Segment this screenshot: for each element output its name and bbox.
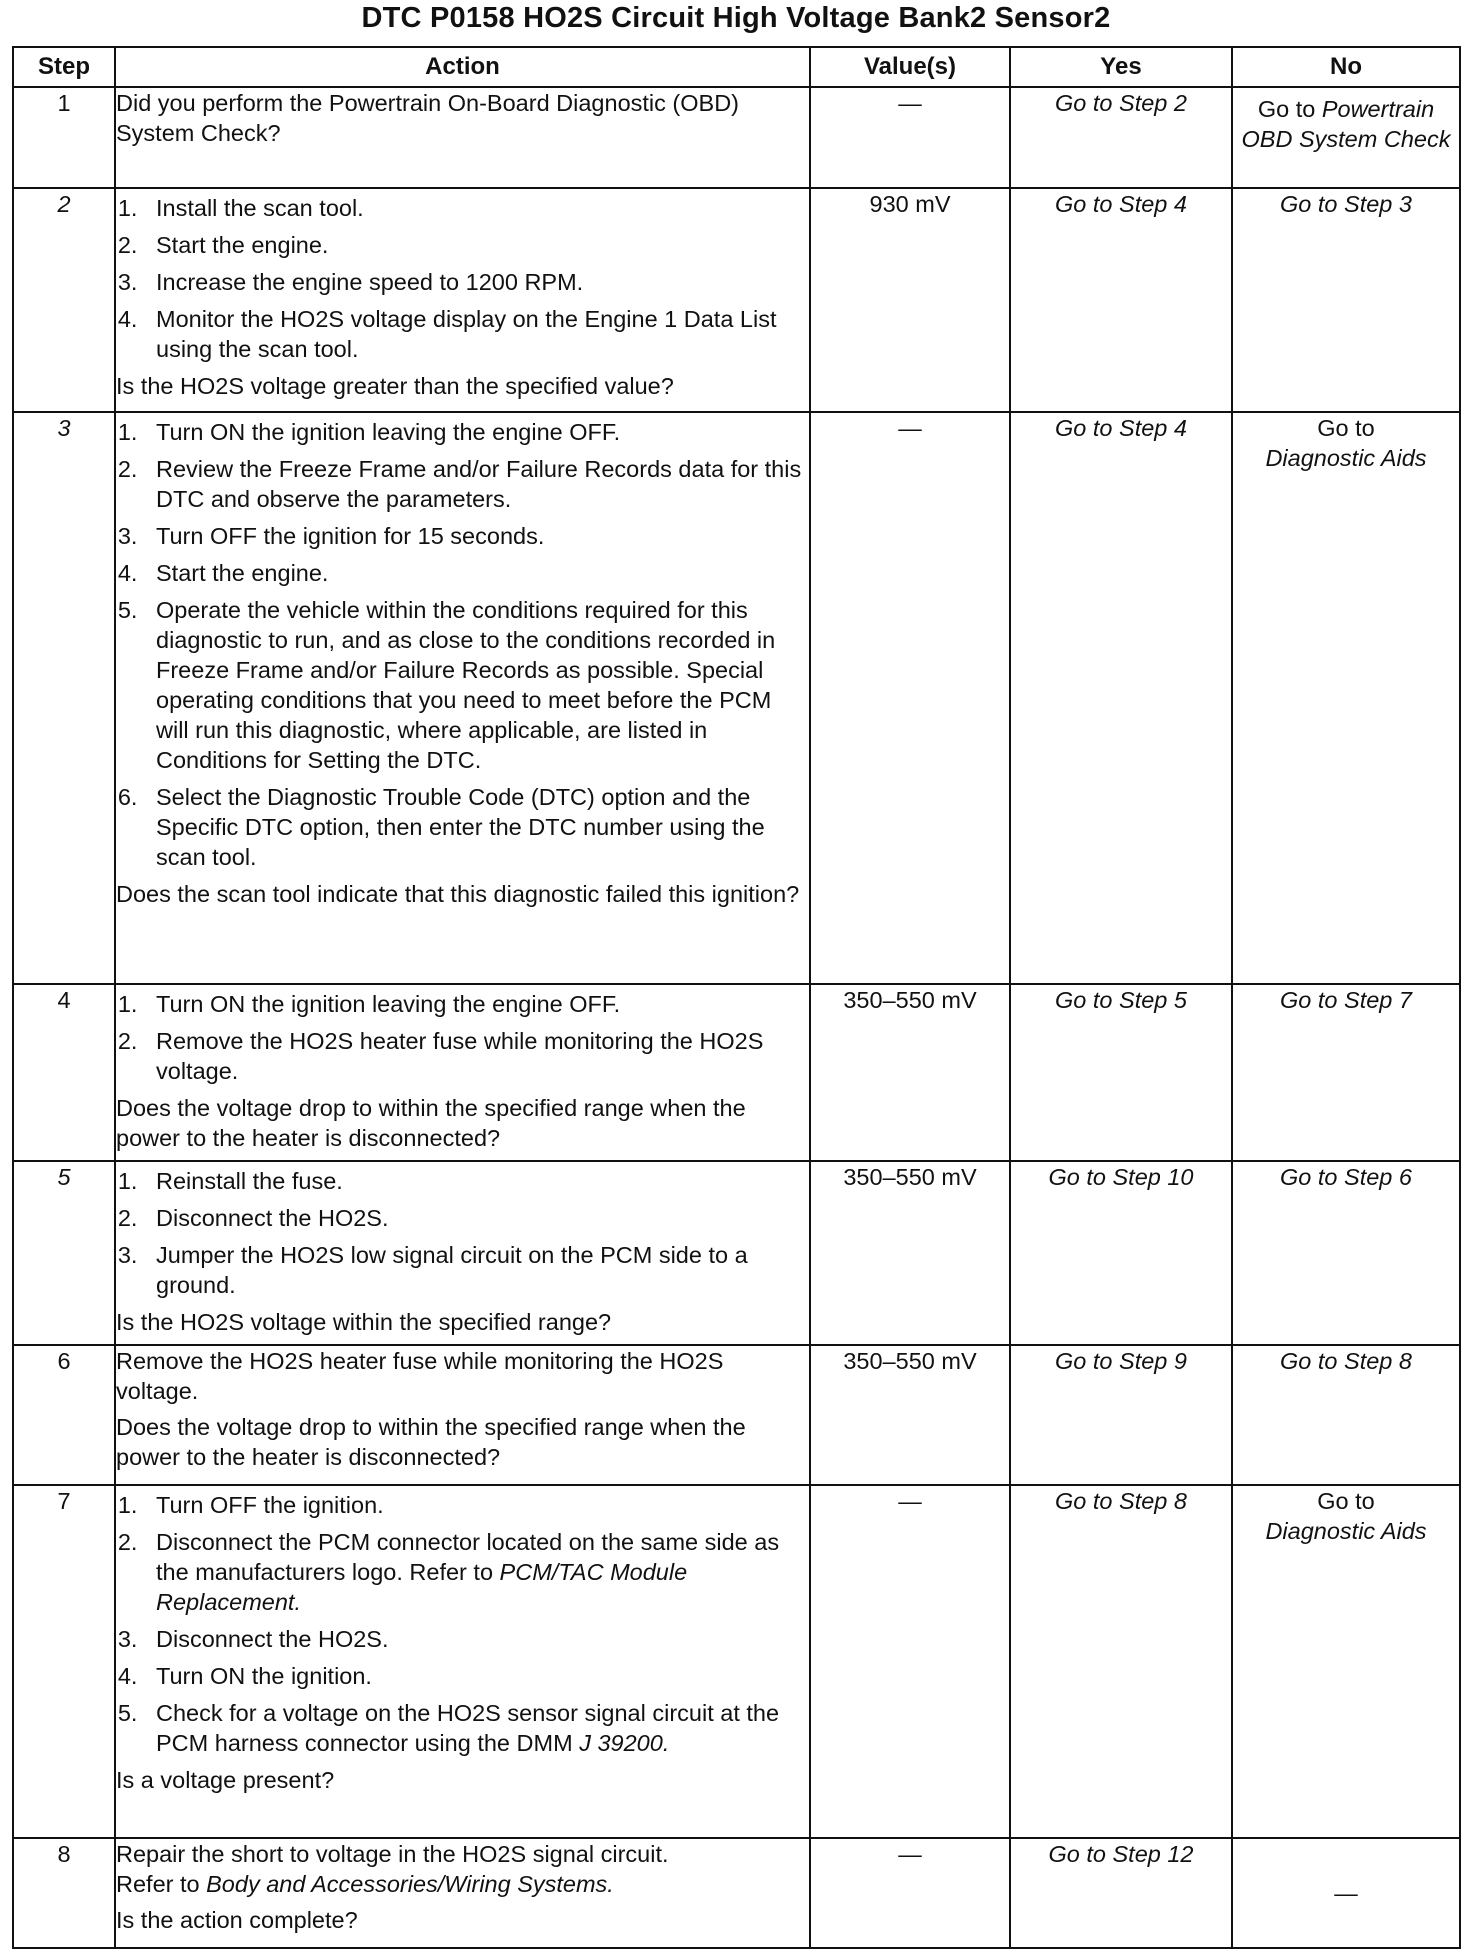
no-text: Go to xyxy=(1257,96,1316,122)
no-cell: — xyxy=(1232,1838,1460,1948)
action-step xyxy=(144,1698,809,1758)
table-row xyxy=(13,188,1460,412)
no-reference: Diagnostic Aids xyxy=(1265,445,1427,471)
action-step: 2. Remove the HO2S heater fuse while monitoring the HO2S voltage. xyxy=(144,1026,809,1086)
action-step: 3. Increase the engine speed to 1200 RPM. xyxy=(144,267,809,297)
action-cell xyxy=(115,984,810,1161)
no-cell: Go to Step 6 xyxy=(1232,1161,1460,1345)
action-step: 6. Select the Diagnostic Trouble Code (DTC) option and the Specific DTC option, then enter the DTC number using the scan tool. xyxy=(144,782,809,872)
page-title: DTC P0158 HO2S Circuit High Voltage Bank2 Sensor2 xyxy=(361,2,1111,34)
action-step: 3. Disconnect the HO2S. xyxy=(144,1624,809,1654)
no-cell xyxy=(1232,87,1460,188)
value-cell: 930 mV xyxy=(810,188,1010,412)
action-step: 2. Start the engine. xyxy=(144,230,809,260)
refer-text: Refer to xyxy=(116,1871,200,1897)
action-step-reference: J 39200. xyxy=(579,1730,670,1756)
no-text: Go to xyxy=(1317,415,1375,441)
table-row xyxy=(13,1161,1460,1345)
value-cell: — xyxy=(810,1485,1010,1838)
table-row xyxy=(13,87,1460,188)
value-cell: — xyxy=(810,87,1010,188)
table-row xyxy=(13,984,1460,1161)
action-cell xyxy=(115,1161,810,1345)
action-question: Does the scan tool indicate that this diagnostic failed this ignition? xyxy=(116,881,800,907)
action-steps xyxy=(116,1490,809,1758)
no-cell: Go to Step 3 xyxy=(1232,188,1460,412)
step-number: 3 xyxy=(13,412,115,984)
action-step: 2. Review the Freeze Frame and/or Failure Records data for this DTC and observe the parameters. xyxy=(144,454,809,514)
action-steps xyxy=(116,193,809,364)
action-question: Does the voltage drop to within the specified range when the power to the heater is disconnected? xyxy=(116,1095,746,1151)
action-step: 1. Turn OFF the ignition. xyxy=(144,1490,809,1520)
action-steps xyxy=(116,417,809,872)
action-cell xyxy=(115,1838,810,1948)
action-steps xyxy=(116,989,809,1086)
value-cell: — xyxy=(810,1838,1010,1948)
header-yes: Yes xyxy=(1010,47,1232,87)
action-question: Is a voltage present? xyxy=(116,1767,335,1793)
action-cell xyxy=(115,1345,810,1485)
action-step: 1. Turn ON the ignition leaving the engine OFF. xyxy=(144,989,809,1019)
action-refer xyxy=(116,1869,809,1899)
yes-cell: Go to Step 5 xyxy=(1010,984,1232,1161)
action-question: Does the voltage drop to within the specified range when the power to the heater is disconnected? xyxy=(116,1414,746,1470)
action-step: 3. Jumper the HO2S low signal circuit on the PCM side to a ground. xyxy=(144,1240,809,1300)
action-step: 2. Disconnect the HO2S. xyxy=(144,1203,809,1233)
step-number: 2 xyxy=(13,188,115,412)
action-text: Remove the HO2S heater fuse while monitoring the HO2S voltage. xyxy=(116,1348,724,1404)
value-cell: — xyxy=(810,412,1010,984)
table-row xyxy=(13,412,1460,984)
action-cell xyxy=(115,1485,810,1838)
action-question: Is the action complete? xyxy=(116,1907,358,1933)
action-step: 4. Monitor the HO2S voltage display on the Engine 1 Data List using the scan tool. xyxy=(144,304,809,364)
action-step: 1. Reinstall the fuse. xyxy=(144,1166,809,1196)
table-row xyxy=(13,1345,1460,1485)
step-number: 5 xyxy=(13,1161,115,1345)
value-cell: 350–550 mV xyxy=(810,984,1010,1161)
yes-cell: Go to Step 8 xyxy=(1010,1485,1232,1838)
header-row xyxy=(13,47,1460,87)
header-values: Value(s) xyxy=(810,47,1010,87)
table-row xyxy=(13,1838,1460,1948)
refer-reference: Body and Accessories/Wiring Systems. xyxy=(206,1871,614,1897)
action-step: 4. Start the engine. xyxy=(144,558,809,588)
action-step: 1. Install the scan tool. xyxy=(144,193,809,223)
action-text: Did you perform the Powertrain On-Board Diagnostic (OBD) System Check? xyxy=(116,90,739,146)
action-step: 1. Turn ON the ignition leaving the engine OFF. xyxy=(144,417,809,447)
step-number: 7 xyxy=(13,1485,115,1838)
action-steps xyxy=(116,1166,809,1300)
no-reference: Powertrain OBD System Check xyxy=(1241,96,1451,152)
action-question: Is the HO2S voltage within the specified range? xyxy=(116,1309,612,1335)
step-number: 8 xyxy=(13,1838,115,1948)
value-cell: 350–550 mV xyxy=(810,1345,1010,1485)
action-step-text: Check for a voltage on the HO2S sensor signal circuit at the PCM harness connector using the DMM xyxy=(156,1700,780,1756)
action-step-text: Disconnect the PCM connector located on the same side as the manufacturers logo. Refer to xyxy=(156,1529,780,1585)
action-cell xyxy=(115,87,810,188)
header-step: Step xyxy=(13,47,115,87)
step-number: 6 xyxy=(13,1345,115,1485)
no-cell xyxy=(1232,412,1460,984)
action-text: Repair the short to voltage in the HO2S signal circuit. xyxy=(116,1841,669,1867)
yes-cell: Go to Step 2 xyxy=(1010,87,1232,188)
action-question: Is the HO2S voltage greater than the specified value? xyxy=(116,373,674,399)
diagnostic-table xyxy=(12,46,1461,1949)
yes-cell: Go to Step 4 xyxy=(1010,412,1232,984)
action-cell xyxy=(115,188,810,412)
action-step xyxy=(144,1527,809,1617)
header-action: Action xyxy=(115,47,810,87)
value-cell: 350–550 mV xyxy=(810,1161,1010,1345)
yes-cell: Go to Step 10 xyxy=(1010,1161,1232,1345)
no-text: Go to xyxy=(1317,1488,1375,1514)
no-cell: Go to Step 8 xyxy=(1232,1345,1460,1485)
action-step-reference: PCM/TAC Module Replacement. xyxy=(156,1559,688,1615)
no-cell: Go to Step 7 xyxy=(1232,984,1460,1161)
action-cell xyxy=(115,412,810,984)
action-step: 5. Operate the vehicle within the conditions required for this diagnostic to run, and as close to the conditions recorded in Freeze Frame and/or Failure Records as possible. Special operating conditions that you need to meet before the PCM will run this diagnostic, where applicable, are listed in Conditions for Setting the DTC. xyxy=(144,595,809,775)
step-number: 4 xyxy=(13,984,115,1161)
no-reference: Diagnostic Aids xyxy=(1265,1518,1427,1544)
yes-cell: Go to Step 12 xyxy=(1010,1838,1232,1948)
step-number: 1 xyxy=(13,87,115,188)
table-row xyxy=(13,1485,1460,1838)
header-no: No xyxy=(1232,47,1460,87)
no-cell xyxy=(1232,1485,1460,1838)
action-step: 4. Turn ON the ignition. xyxy=(144,1661,809,1691)
yes-cell: Go to Step 9 xyxy=(1010,1345,1232,1485)
action-step: 3. Turn OFF the ignition for 15 seconds. xyxy=(144,521,809,551)
yes-cell: Go to Step 4 xyxy=(1010,188,1232,412)
